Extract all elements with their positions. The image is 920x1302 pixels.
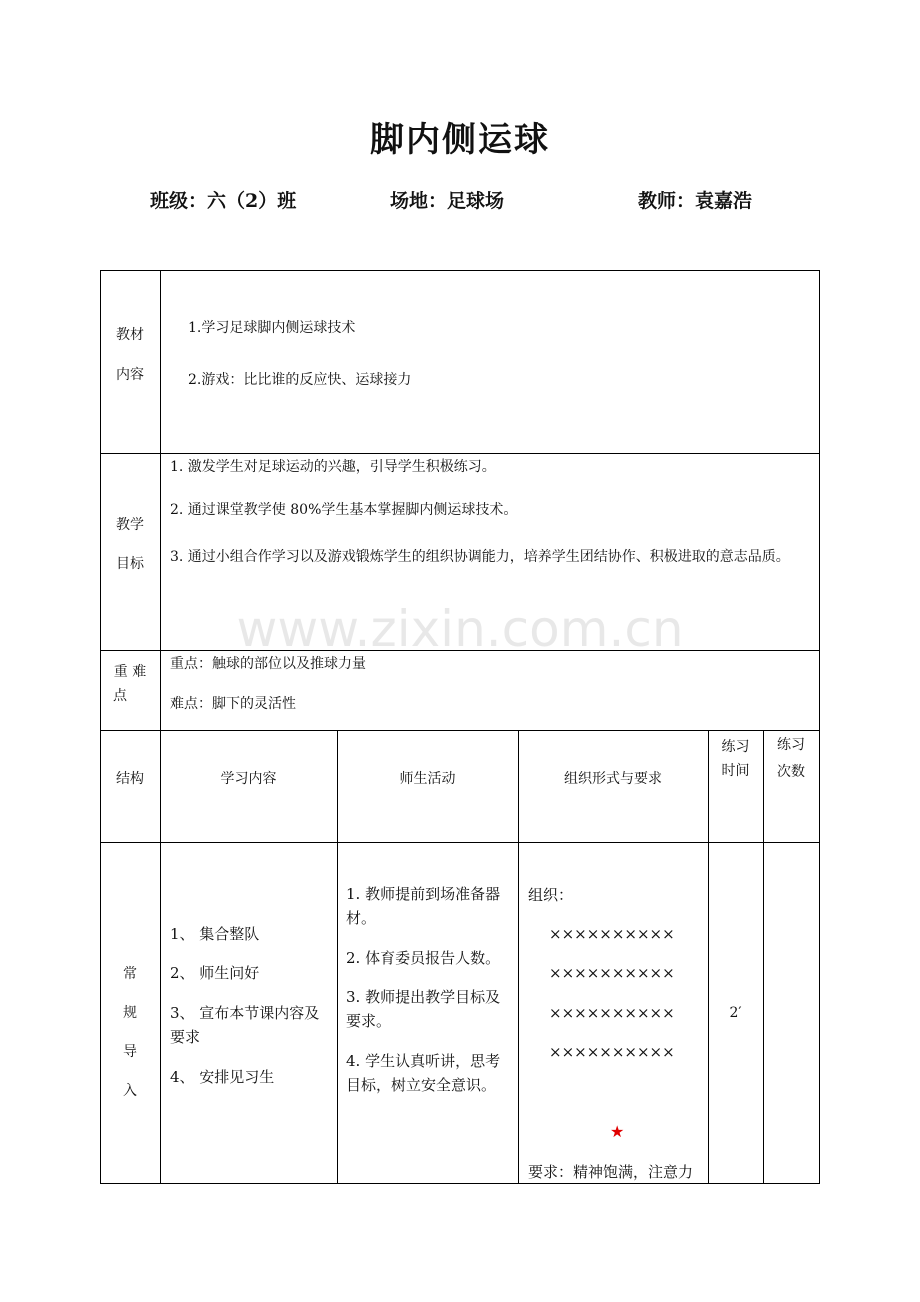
column-divider bbox=[708, 730, 709, 1184]
difficult-point: 难点：脚下的灵活性 bbox=[170, 696, 296, 712]
intro-activity-item: 3. 教师提出教学目标及要求。 bbox=[346, 988, 501, 1030]
intro-time: 2′ bbox=[729, 1005, 742, 1021]
row-divider bbox=[100, 453, 820, 454]
row-divider bbox=[100, 842, 820, 843]
row-label-content-2: 内容 bbox=[116, 367, 144, 383]
goal-item: 1. 激发学生对足球运动的兴趣，引导学生积极练习。 bbox=[170, 459, 496, 475]
intro-label: 常 bbox=[123, 966, 137, 982]
row-label-difficulty: 重 难 bbox=[113, 664, 147, 680]
intro-activity-item: 1. 教师提前到场准备器材。 bbox=[346, 885, 501, 927]
table-border-right bbox=[819, 270, 820, 1184]
intro-activity-item: 4. 学生认真听讲，思考目标，树立安全意识。 bbox=[346, 1052, 501, 1094]
teacher-info: 教师：袁嘉浩 bbox=[638, 190, 753, 212]
org-requirement: 要求：精神饱满，注意力 bbox=[528, 1163, 694, 1181]
intro-activity-item: 2. 体育委员报告人数。 bbox=[346, 949, 501, 967]
header-count: 练习 bbox=[777, 737, 805, 753]
table-border-top bbox=[100, 270, 820, 271]
row-divider bbox=[100, 730, 820, 731]
row-divider bbox=[100, 650, 820, 651]
key-point: 重点：触球的部位以及推球力量 bbox=[170, 656, 366, 672]
column-divider bbox=[160, 270, 161, 1184]
column-divider bbox=[518, 730, 519, 1184]
content-item: 2.游戏：比比谁的反应快、运球接力 bbox=[188, 372, 412, 388]
column-divider bbox=[337, 730, 338, 1184]
content-item: 1.学习足球脚内侧运球技术 bbox=[188, 320, 356, 336]
goal-item: 3. 通过小组合作学习以及游戏锻炼学生的组织协调能力，培养学生团结协作、积极进取的意志品质。 bbox=[170, 549, 790, 565]
goal-item: 2. 通过课堂教学使 80%学生基本掌握脚内侧运球技术。 bbox=[170, 502, 518, 518]
watermark: www.zixin.com.cn bbox=[236, 600, 684, 658]
header-organization: 组织形式与要求 bbox=[564, 771, 662, 787]
table-border-bottom bbox=[100, 1183, 820, 1184]
formation-row: ×××××××××× bbox=[549, 1043, 675, 1061]
row-label-difficulty-2: 点 bbox=[113, 688, 127, 704]
intro-learning-item: 1、 集合整队 bbox=[170, 925, 260, 943]
header-time-2: 时间 bbox=[721, 763, 750, 779]
formation-row: ×××××××××× bbox=[549, 964, 675, 982]
header-time: 练习 bbox=[721, 739, 750, 755]
header-structure: 结构 bbox=[116, 771, 144, 787]
venue-info: 场地：足球场 bbox=[390, 190, 505, 212]
org-label: 组织： bbox=[528, 886, 574, 904]
row-label-content: 教材 bbox=[116, 327, 144, 343]
intro-learning-item: 3、 宣布本节课内容及要求 bbox=[170, 1004, 320, 1046]
teacher-star-icon: ★ bbox=[610, 1122, 625, 1141]
row-label-goals: 教学 bbox=[116, 517, 144, 533]
column-divider bbox=[763, 730, 764, 1184]
intro-learning-item: 4、 安排见习生 bbox=[170, 1068, 275, 1086]
row-label-goals-2: 目标 bbox=[116, 556, 144, 572]
intro-label: 导 bbox=[123, 1044, 137, 1060]
page-title: 脚内侧运球 bbox=[370, 120, 550, 160]
header-learning: 学习内容 bbox=[220, 771, 277, 787]
intro-learning-item: 2、 师生问好 bbox=[170, 964, 260, 982]
formation-row: ×××××××××× bbox=[549, 925, 675, 943]
intro-label: 入 bbox=[123, 1083, 137, 1099]
intro-label: 规 bbox=[123, 1005, 137, 1021]
header-count-2: 次数 bbox=[777, 764, 805, 780]
class-info: 班级：六（2）班 bbox=[150, 190, 297, 212]
header-activities: 师生活动 bbox=[399, 771, 456, 787]
formation-row: ×××××××××× bbox=[549, 1004, 675, 1022]
